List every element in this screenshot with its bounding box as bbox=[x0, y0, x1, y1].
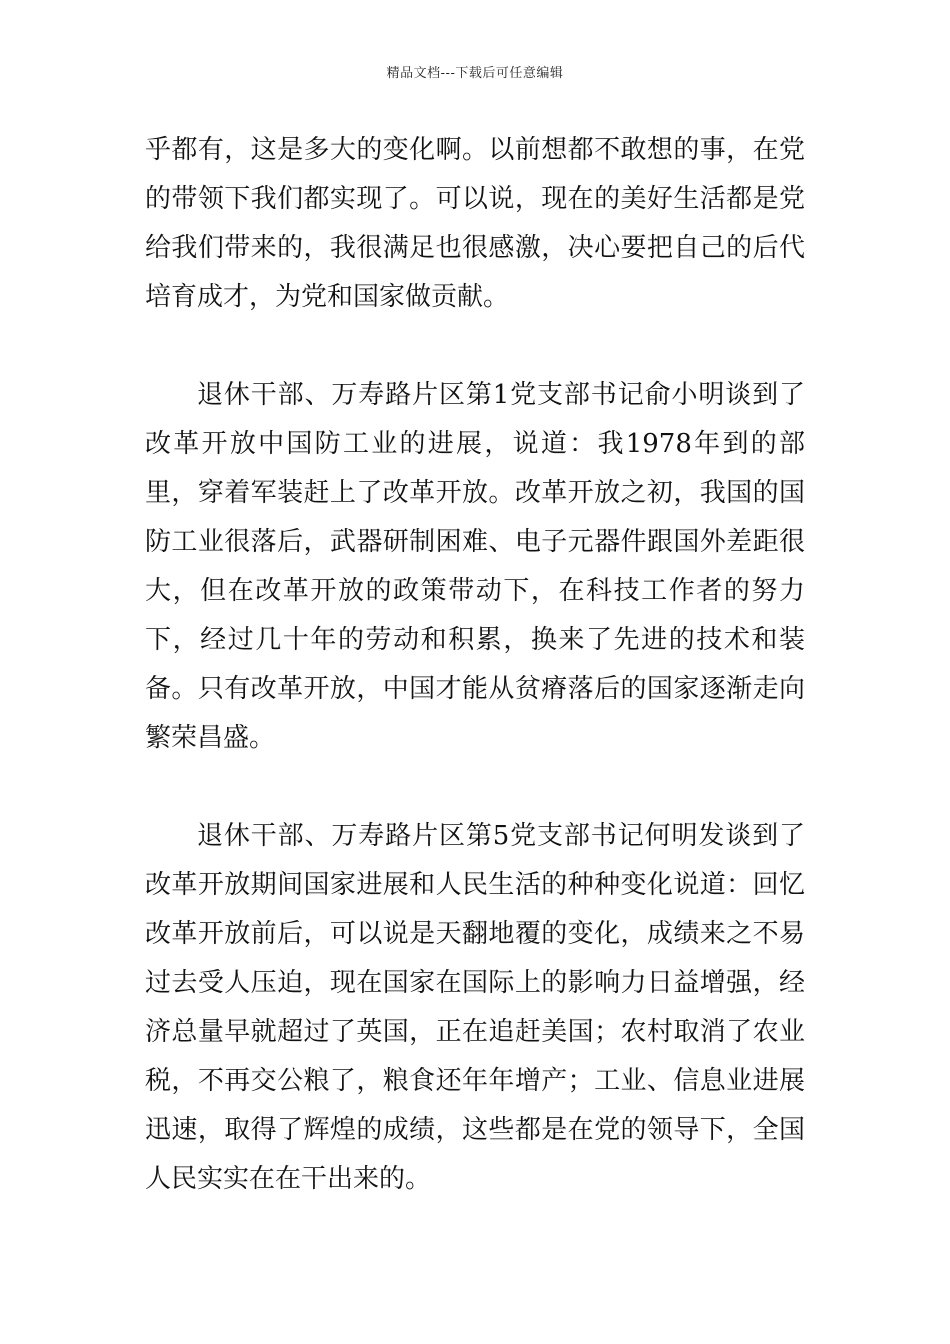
document-body bbox=[145, 126, 805, 1204]
paragraph-continuation: 乎都有，这是多大的变化啊。以前想都不敢想的事，在党的带领下我们都实现了。可以说，现在的美好生活都是党给我们带来的，我很满足也很感激，决心要把自己的后代培育成才，为党和国家做贡献。 bbox=[145, 135, 805, 312]
paragraph-gap bbox=[145, 763, 805, 812]
page-header: 精品文档---下载后可任意编辑 bbox=[386, 66, 564, 81]
paragraph-he-mingfa: 退休干部、万寿路片区第5党支部书记何明发谈到了改革开放期间国家进展和人民生活的种种变化说道：回忆改革开放前后，可以说是天翻地覆的变化，成绩来之不易过去受人压迫，现在国家在国际上的影响力日益增强，经济总量早就超过了英国，正在追赶美国；农村取消了农业税，不再交公粮了，粮食还年年增产；工业、信息业进展迅速，取得了辉煌的成绩，这些都是在党的领导下，全国人民实实在在干出来的。 bbox=[145, 821, 805, 1194]
paragraph-yu-xiaoming: 退休干部、万寿路片区第1党支部书记俞小明谈到了改革开放中国防工业的进展，说道：我1978年到的部里，穿着军装赶上了改革开放。改革开放之初，我国的国防工业很落后，武器研制困难、电子元器件跟国外差距很大，但在改革开放的政策带动下，在科技工作者的努力下，经过几十年的劳动和积累，换来了先进的技术和装备。只有改革开放，中国才能从贫瘠落后的国家逐渐走向繁荣昌盛。 bbox=[145, 380, 805, 753]
paragraph-gap bbox=[145, 322, 805, 371]
